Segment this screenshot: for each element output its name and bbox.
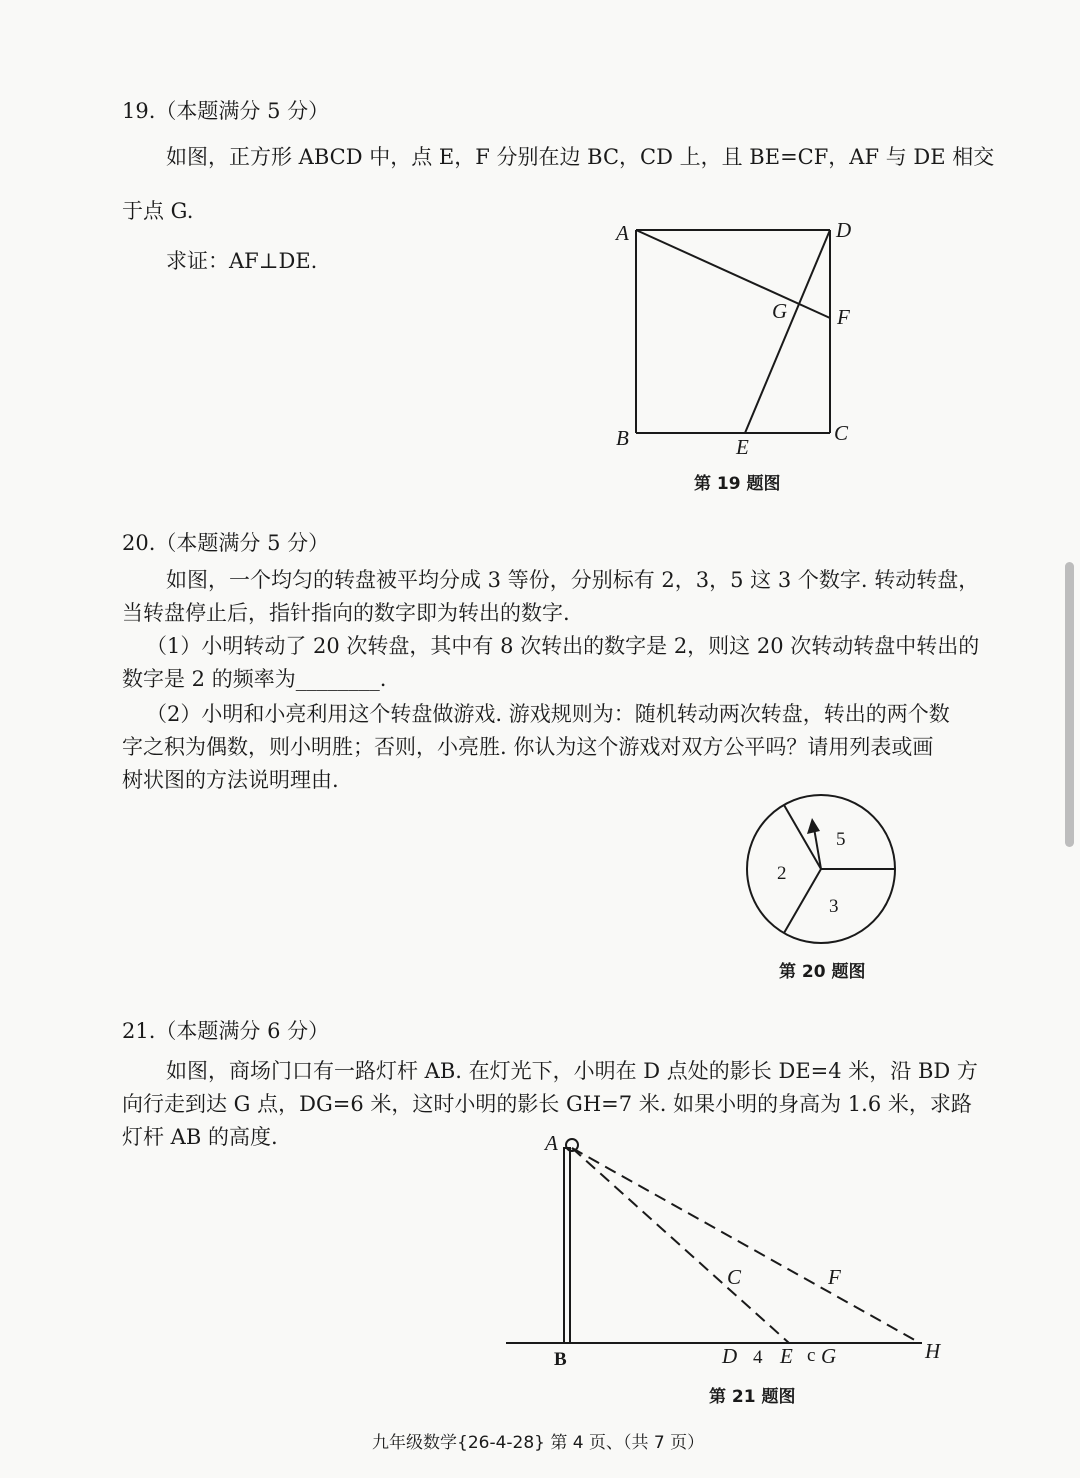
q21-label-de: 4 [753, 1347, 763, 1368]
q19-line2: 于点 G. [122, 199, 194, 223]
q19-label-c: C [834, 421, 849, 445]
q20-line6: 字之积为偶数，则小明胜；否则，小亮胜. 你认为这个游戏对双方公平吗？请用列表或画 [122, 735, 934, 759]
q19-label-f: F [837, 305, 850, 329]
q20-caption: 第 20 题图 [779, 962, 866, 982]
q19-label-d: D [836, 218, 852, 242]
q21-label-c: C [727, 1265, 742, 1289]
q19-label-g: G [772, 299, 788, 323]
q21-label-g: G [821, 1344, 837, 1368]
q20-line4: 数字是 2 的频率为________. [122, 667, 387, 691]
q19-label-a: A [616, 221, 629, 245]
q21-line2: 向行走到达 G 点，DG=6 米，这时小明的影长 GH=7 米. 如果小明的身高为 1.6 米，求路 [122, 1092, 972, 1116]
q19-caption: 第 19 题图 [694, 474, 781, 494]
q21-label-h: H [925, 1339, 941, 1363]
q20-sector-2: 2 [777, 863, 787, 884]
q20-line2: 当转盘停止后，指针指向的数字即为转出的数字. [122, 601, 570, 625]
q20-sector-3: 3 [829, 896, 839, 917]
q19-prove: 求证：AF⊥DE. [166, 249, 318, 273]
q21-ray-to-h [572, 1148, 920, 1343]
q21-caption: 第 21 题图 [709, 1387, 796, 1407]
q21-lamp-post [564, 1148, 570, 1343]
q21-header: 21.（本题满分 6 分） [122, 1019, 330, 1043]
q20-sector-5: 5 [836, 829, 846, 850]
q21-label-a: A [545, 1131, 558, 1155]
page-footer: 九年级数学{26-4-28} 第 4 页、（共 7 页） [372, 1433, 705, 1453]
q21-line3: 灯杆 AB 的高度. [122, 1125, 278, 1149]
q21-label-eg: c [807, 1345, 816, 1366]
q20-line7: 树状图的方法说明理由. [122, 768, 339, 792]
q19-label-b: B [616, 426, 629, 450]
q20-line1: 如图，一个均匀的转盘被平均分成 3 等份，分别标有 2，3，5 这 3 个数字. 转动转盘， [166, 568, 980, 592]
q20-line5: （2）小明和小亮利用这个转盘做游戏. 游戏规则为：随机转动两次转盘，转出的两个数 [146, 702, 950, 726]
q21-label-d: D [722, 1344, 738, 1368]
q20-line3: （1）小明转动了 20 次转盘，其中有 8 次转出的数字是 2，则这 20 次转动转盘中转出的 [146, 634, 980, 658]
q21-label-f: F [828, 1265, 841, 1289]
q21-label-e: E [780, 1344, 793, 1368]
q21-line1: 如图，商场门口有一路灯杆 AB. 在灯光下，小明在 D 点处的影长 DE=4 米，沿 BD 方 [166, 1059, 978, 1083]
q19-header: 19.（本题满分 5 分） [122, 99, 330, 123]
vertical-scrollbar[interactable] [1065, 562, 1074, 847]
q21-ray-to-e [572, 1148, 789, 1343]
q19-line1: 如图，正方形 ABCD 中，点 E，F 分别在边 BC，CD 上，且 BE=CF，AF 与 DE 相交 [166, 145, 995, 169]
q20-header: 20.（本题满分 5 分） [122, 531, 330, 555]
q21-label-b: B [554, 1349, 567, 1370]
q19-label-e: E [736, 435, 749, 459]
